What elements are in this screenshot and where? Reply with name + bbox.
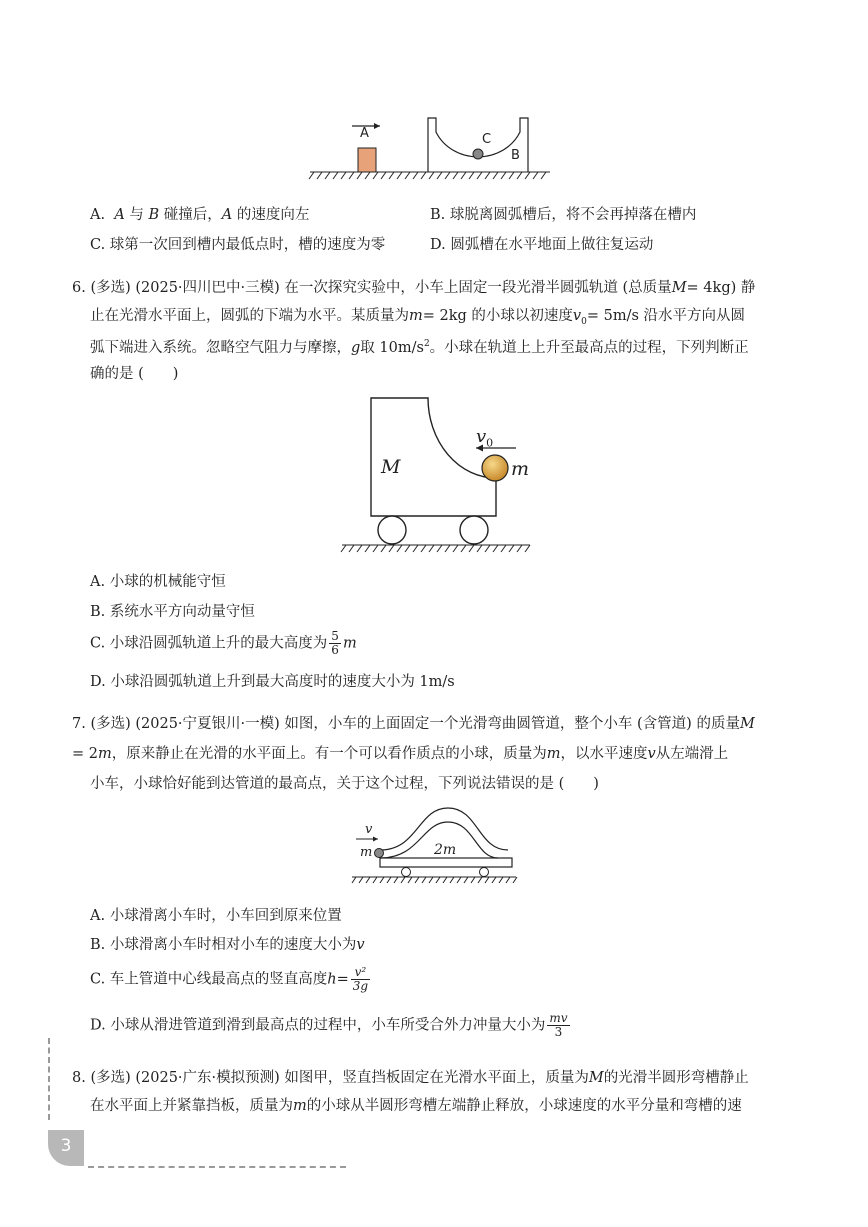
footer-dashed-line [88,1166,346,1168]
cart-platform [380,858,512,867]
q6-option-a: A. 小球的机械能守恒 [90,574,226,590]
q6-option-d: D. 小球沿圆弧轨道上升到最大高度时的速度大小为 1m/s [90,674,455,690]
q8-stem-line1: 8. (多选) (2025·广东·模拟预测) 如图甲，竖直挡板固定在光滑水平面上，质量为M的光滑半圆形弯槽静止 [72,1070,749,1086]
q5-option-b: B. 球脱离圆弧槽后，将不会再掉落在槽内 [430,207,697,223]
q6-stem-line1: 6. (多选) (2025·四川巴中·三模) 在一次探究实验中，小车上固定一段光滑半圆弧轨道 (总质量M= 4kg) 静 [72,280,756,296]
label-m: m [360,845,373,860]
q5-option-c: C. 球第一次回到槽内最低点时，槽的速度为零 [90,237,386,253]
wheel-left [378,516,406,544]
margin-dashed-line [48,1038,50,1120]
label-a: A [360,126,369,141]
label-v0: $v_0$ [476,426,494,450]
q6-option-b: B. 系统水平方向动量守恒 [90,604,255,620]
ball-m [482,455,508,481]
ground-hatch [341,545,530,552]
label-2m: 2m [434,842,457,858]
semicircle-groove [428,118,528,172]
q5-option-a: A. A 与 B 碰撞后，A 的速度向左 [90,207,310,223]
q6-option-c: C. 小球沿圆弧轨道上升的最大高度为 $\frac{5}{6}$ m [90,629,357,657]
figure-q5-diagram [300,112,560,184]
q7-option-a: A. 小球滑离小车时，小车回到原来位置 [90,908,342,924]
page-number: 3 [60,1136,72,1156]
ball-c [473,149,483,159]
label-M: M [381,456,401,478]
ground-hatch [352,877,517,883]
q8-stem-line2: 在水平面上并紧靠挡板，质量为m的小球从半圆形弯槽左端静止释放，小球速度的水平分量和弯槽的速 [90,1098,742,1114]
small-ball [375,849,384,858]
figure-q6-diagram [338,392,538,556]
wheel-right [480,868,489,877]
q5-option-d: D. 圆弧槽在水平地面上做往复运动 [430,237,654,253]
label-c: C [482,132,492,147]
q7-option-b: B. 小球滑离小车时相对小车的速度大小为v [90,937,365,953]
q6-stem-line3: 弧下端进入系统。忽略空气阻力与摩擦，g取 $10m/s^2$。小球在轨道上上升至最高点的过程，下列判断正 [90,339,749,356]
q7-option-d: D. 小球从滑进管道到滑到最高点的过程中，小车所受合外力冲量大小为 $\frac{mv}{3}$ [90,1011,568,1039]
label-m: m [511,458,530,480]
wheel-right [460,516,488,544]
label-v: v [365,822,373,837]
q6-stem-line2: 止在光滑水平面上，圆弧的下端为水平。某质量为m= 2kg 的小球以初速度$v_0= 5m/s$ 沿水平方向从圆 [90,308,746,327]
q7-stem-line3: 小车，小球恰好能到达管道的最高点，关于这个过程，下列说法错误的是 ( ) [90,776,599,792]
q7-stem-line1: 7. (多选) (2025·宁夏银川·一模) 如图，小车的上面固定一个光滑弯曲圆管道，整个小车 (含管道) 的质量M [72,716,755,732]
wheel-left [402,868,411,877]
q6-stem-line4: 确的是 ( ) [90,366,179,382]
q7-stem-line2: = 2m，原来静止在光滑的水平面上。有一个可以看作质点的小球，质量为m，以水平速度v从左端滑上 [72,746,729,762]
q7-option-c: C. 车上管道中心线最高点的竖直高度h= $\frac{\text{v²}}{3g}$ [90,965,369,993]
ground-hatch [309,172,550,179]
label-b: B [511,148,520,163]
block-a [358,148,376,172]
